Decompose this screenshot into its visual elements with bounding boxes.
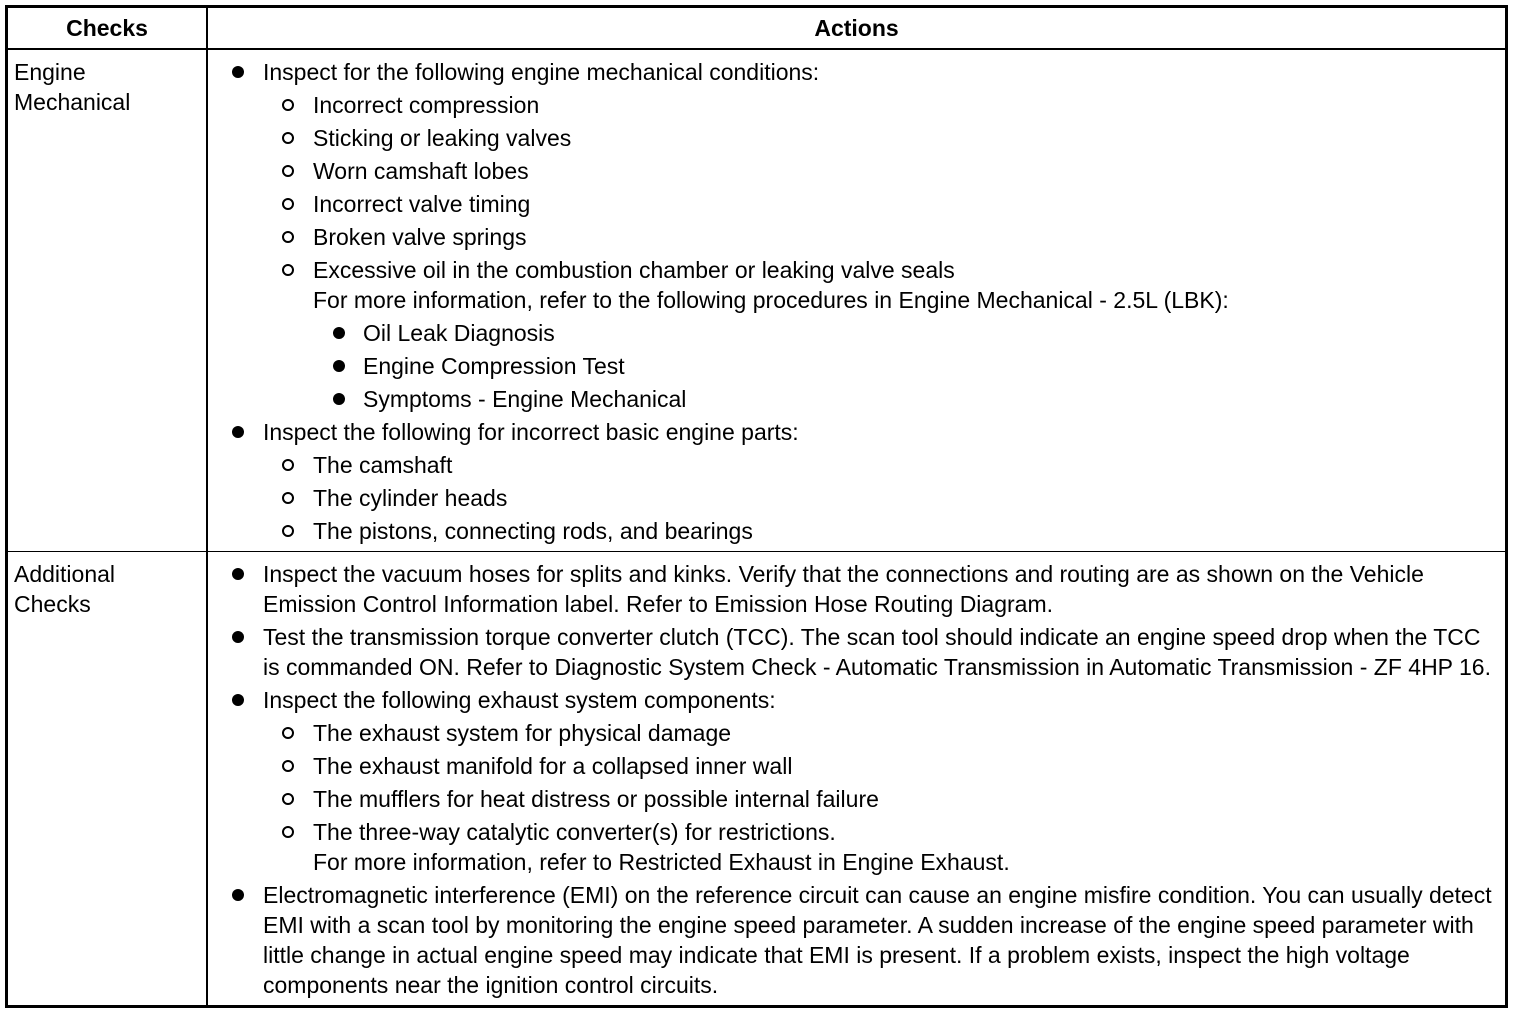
list-item <box>208 189 1497 219</box>
check-label-line: Checks <box>14 591 91 617</box>
check-cell <box>7 49 208 552</box>
reference-note: For more information, refer to the following procedures in Engine Mechanical - 2.5L (LBK): <box>313 287 1229 313</box>
filled-bullet-icon <box>232 889 244 901</box>
filled-bullet-icon <box>232 568 244 580</box>
list-item <box>208 559 1497 619</box>
table-row-additional-checks <box>7 552 1507 1007</box>
hollow-bullet-icon <box>282 826 294 838</box>
procedure-link-text: Engine Compression Test <box>363 353 625 379</box>
hollow-bullet-icon <box>282 165 294 177</box>
filled-bullet-icon <box>232 694 244 706</box>
hollow-bullet-icon <box>282 459 294 471</box>
hollow-bullet-icon <box>282 760 294 772</box>
action-text: Excessive oil in the combustion chamber or leaking valve seals <box>313 257 955 283</box>
procedure-link-text: Symptoms - Engine Mechanical <box>363 386 687 412</box>
list-item <box>208 622 1497 682</box>
check-label-line: Additional <box>14 561 116 587</box>
list-item <box>208 483 1497 513</box>
hollow-bullet-icon <box>282 198 294 210</box>
action-text: The exhaust system for physical damage <box>313 720 732 746</box>
action-text: Sticking or leaking valves <box>313 125 572 151</box>
list-item <box>208 384 1497 414</box>
hollow-bullet-icon <box>282 99 294 111</box>
check-label-line: Mechanical <box>14 89 131 115</box>
filled-bullet-icon <box>333 393 345 405</box>
list-item <box>208 255 1497 285</box>
hollow-bullet-icon <box>282 264 294 276</box>
check-label-line: Engine <box>14 59 86 85</box>
list-item <box>208 450 1497 480</box>
action-text: Broken valve springs <box>313 224 527 250</box>
actions-cell <box>207 49 1507 552</box>
action-text: Inspect the vacuum hoses for splits and kinks. Verify that the connections and routing are as shown on the Vehicle Emission Control Information label. Refer to Emission Hose Routing Diagram. <box>263 561 1424 617</box>
action-text: Test the transmission torque converter clutch (TCC). The scan tool should indicate an engine speed drop when the TCC is commanded ON. Refer to Diagnostic System Check - Automatic Transmission in Automatic Transmission - ZF 4HP 16. <box>263 624 1491 680</box>
hollow-bullet-icon <box>282 525 294 537</box>
hollow-bullet-icon <box>282 793 294 805</box>
filled-bullet-icon <box>333 360 345 372</box>
list-item <box>208 516 1497 546</box>
filled-bullet-icon <box>333 327 345 339</box>
list-item <box>208 685 1497 715</box>
action-text: Incorrect compression <box>313 92 540 118</box>
list-item <box>208 880 1497 1000</box>
list-item <box>208 318 1497 348</box>
list-item <box>208 817 1497 847</box>
filled-bullet-icon <box>232 66 244 78</box>
filled-bullet-icon <box>232 631 244 643</box>
hollow-bullet-icon <box>282 231 294 243</box>
action-text: Inspect for the following engine mechanical conditions: <box>263 59 820 85</box>
hollow-bullet-icon <box>282 492 294 504</box>
action-text: Electromagnetic interference (EMI) on the reference circuit can cause an engine misfire condition. You can usually detect EMI with a scan tool by monitoring the engine speed parameter. A sudden increase of the engine speed parameter with little change in actual engine speed may indicate that EMI is present. If a problem exists, inspect the high voltage components near the ignition control circuits. <box>263 882 1492 998</box>
action-text: The cylinder heads <box>313 485 508 511</box>
list-item <box>208 123 1497 153</box>
action-text: Inspect the following exhaust system components: <box>263 687 776 713</box>
reference-note: For more information, refer to Restricted Exhaust in Engine Exhaust. <box>313 849 1010 875</box>
action-text: The camshaft <box>313 452 453 478</box>
action-text: The mufflers for heat distress or possible internal failure <box>313 786 879 812</box>
list-item <box>208 90 1497 120</box>
list-item <box>208 351 1497 381</box>
action-text: Worn camshaft lobes <box>313 158 529 184</box>
hollow-bullet-icon <box>282 727 294 739</box>
action-text: The pistons, connecting rods, and bearings <box>313 518 753 544</box>
action-text: The three-way catalytic converter(s) for restrictions. <box>313 819 836 845</box>
list-item <box>208 751 1497 781</box>
action-text: The exhaust manifold for a collapsed inner wall <box>313 753 793 779</box>
check-cell <box>7 552 208 1007</box>
list-item <box>208 417 1497 447</box>
header-checks: Checks <box>7 7 208 50</box>
table-row-engine-mechanical <box>7 49 1507 552</box>
list-item <box>208 784 1497 814</box>
header-row <box>7 7 1507 50</box>
list-item <box>208 718 1497 748</box>
actions-cell <box>207 552 1507 1007</box>
action-text: Inspect the following for incorrect basic engine parts: <box>263 419 799 445</box>
procedure-link-text: Oil Leak Diagnosis <box>363 320 555 346</box>
list-item <box>208 222 1497 252</box>
list-item <box>208 156 1497 186</box>
checks-actions-table <box>5 5 1508 1008</box>
header-actions: Actions <box>207 7 1507 50</box>
filled-bullet-icon <box>232 426 244 438</box>
action-text: Incorrect valve timing <box>313 191 531 217</box>
list-item <box>208 57 1497 87</box>
hollow-bullet-icon <box>282 132 294 144</box>
